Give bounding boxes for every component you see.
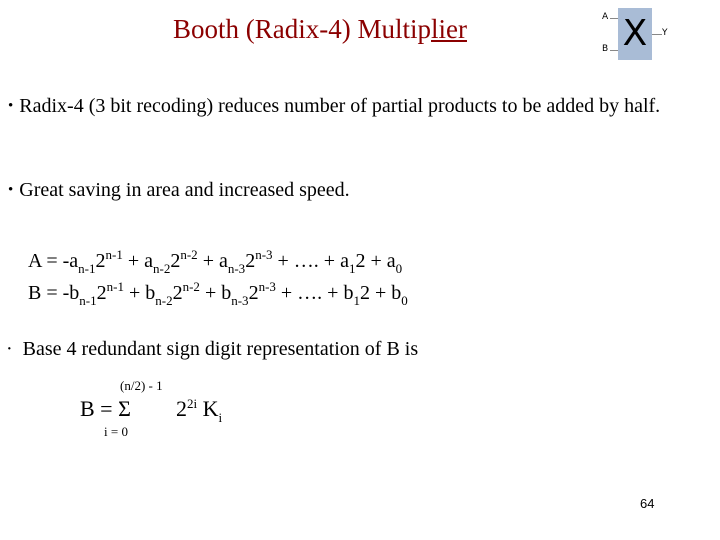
multiply-icon: X	[622, 13, 648, 54]
sum-upper-limit: (n/2) - 1	[120, 378, 163, 393]
sum-base: 2	[176, 396, 187, 421]
eq-a-term: + a	[197, 250, 228, 272]
eq-b-sup: n-3	[258, 279, 276, 294]
logo-output-line	[652, 34, 662, 35]
logo-input-a-label: A	[602, 12, 609, 22]
eq-a-sup: n-2	[180, 247, 198, 262]
eq-a-sup: n-1	[105, 247, 123, 262]
base4-text: Base 4 redundant sign digit representation of B is	[22, 338, 419, 360]
eq-a-term: 2 + a	[355, 250, 396, 272]
logo-input-b-label: B	[602, 44, 609, 54]
eq-b-sub: 1	[353, 293, 360, 308]
page-number: 64	[640, 496, 655, 511]
eq-b-sub: 0	[401, 293, 408, 308]
eq-b-term: + b	[199, 282, 232, 304]
eq-a-lhs: A = -a	[28, 250, 79, 272]
eq-b-sub: n-3	[231, 293, 249, 308]
slide-title-main: Booth (Radix-4) Multip	[173, 14, 431, 44]
eq-a-sub: 0	[395, 261, 403, 276]
eq-b-term: + …. + b	[275, 282, 354, 304]
eq-b-base: 2	[96, 282, 107, 304]
eq-a-base: 2	[245, 250, 256, 272]
sum-term	[176, 396, 223, 425]
eq-a-sub: n-3	[227, 261, 246, 276]
sum-lhs: B = Σ	[80, 396, 131, 421]
eq-b-sub: n-1	[79, 293, 97, 308]
slide-title-underlined: lier	[431, 14, 467, 44]
eq-a-base: 2	[95, 250, 106, 272]
eq-b-sup: n-1	[106, 279, 124, 294]
eq-b-term: + b	[123, 282, 156, 304]
sum-k: K	[197, 396, 219, 421]
eq-a-sub: n-1	[78, 261, 96, 276]
eq-a-base: 2	[170, 250, 181, 272]
bullet-radix4	[8, 92, 708, 120]
equation-b	[28, 279, 408, 308]
slide-title	[0, 14, 640, 45]
bullet-text: Great saving in area and increased speed.	[19, 179, 350, 201]
eq-a-term: + …. + a	[272, 250, 349, 272]
eq-b-sup: n-2	[182, 279, 200, 294]
eq-a-sup: n-3	[255, 247, 273, 262]
eq-b-lhs: B = -b	[28, 282, 80, 304]
bullet-saving	[8, 176, 350, 204]
multiplier-logo	[600, 6, 670, 62]
sum-k-sub: i	[218, 410, 223, 425]
bullet-marker: •	[8, 98, 14, 114]
eq-b-sub: n-2	[155, 293, 173, 308]
eq-b-base: 2	[248, 282, 259, 304]
eq-b-term: 2 + b	[359, 282, 402, 304]
sum-exponent: 2i	[187, 396, 198, 411]
eq-a-term: + a	[122, 250, 153, 272]
bullet-marker: •	[8, 182, 14, 198]
logo-output-label: Y	[662, 28, 668, 38]
eq-b-base: 2	[172, 282, 183, 304]
eq-a-sub: n-2	[153, 261, 171, 276]
base4-statement	[6, 338, 418, 361]
bullet-marker: ·	[6, 338, 13, 360]
equation-a	[28, 247, 403, 276]
bullet-text: Radix-4 (3 bit recoding) reduces number of partial products to be added by half.	[19, 95, 661, 117]
sum-lower-limit: i = 0	[104, 424, 128, 439]
eq-a-sub: 1	[348, 261, 356, 276]
